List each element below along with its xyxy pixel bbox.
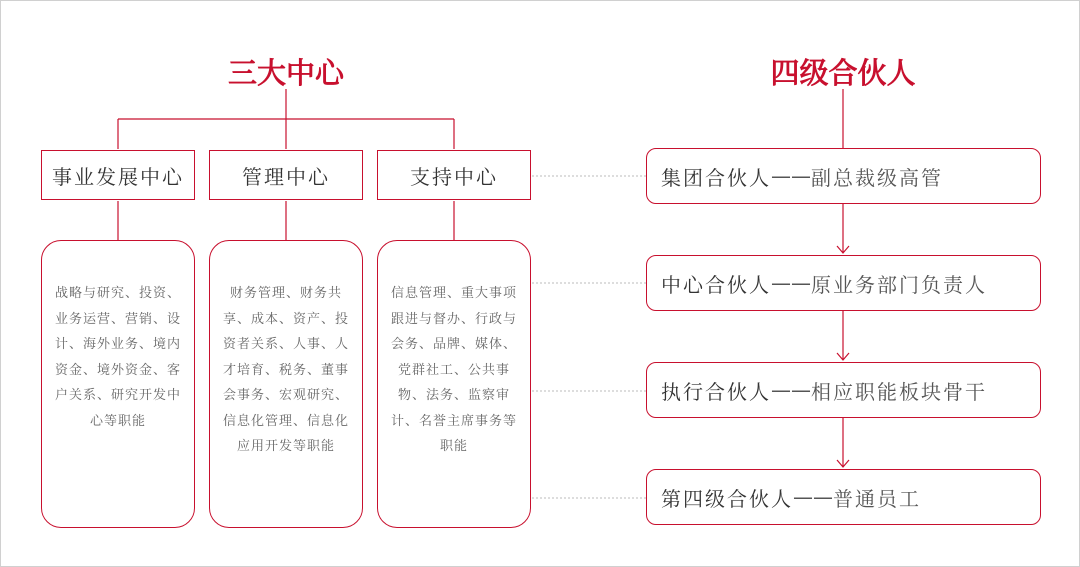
partner-level-description: 原业务部门负责人	[811, 272, 987, 297]
center-box-management: 管理中心	[209, 150, 363, 200]
detail-box-management: 财务管理、财务共享、成本、资产、投资者关系、人事、人才培育、税务、董事会事务、宏观研究、信息化管理、信息化应用开发等职能	[209, 240, 363, 528]
partner-level-description: 普通员工	[833, 486, 921, 511]
partner-level-name: 第四级合伙人	[661, 486, 793, 511]
center-box-support: 支持中心	[377, 150, 531, 200]
partner-level-description: 副总裁级高管	[811, 165, 943, 190]
partner-level-dash: ——	[771, 378, 811, 402]
detail-box-business-development: 战略与研究、投资、业务运营、营销、设计、海外业务、境内资金、境外资金、客户关系、研究开发中心等职能	[41, 240, 195, 528]
four-level-partners-title: 四级合伙人	[770, 56, 916, 90]
partner-level-description: 相应职能板块骨干	[811, 379, 987, 404]
partner-level-name: 集团合伙人	[661, 165, 771, 190]
three-centers-title: 三大中心	[227, 56, 344, 90]
partner-level-3-box	[646, 362, 1041, 418]
partner-level-1-box	[646, 148, 1041, 204]
center-box-business-development: 事业发展中心	[41, 150, 195, 200]
partner-level-name: 中心合伙人	[661, 272, 771, 297]
detail-box-support: 信息管理、重大事项跟进与督办、行政与会务、品牌、媒体、党群社工、公共事物、法务、监察审计、名誉主席事务等职能	[377, 240, 531, 528]
partner-level-dash: ——	[793, 485, 833, 509]
partner-level-dash: ——	[771, 164, 811, 188]
partner-level-2-box	[646, 255, 1041, 311]
partner-level-4-box	[646, 469, 1041, 525]
partner-level-dash: ——	[771, 271, 811, 295]
partner-level-name: 执行合伙人	[661, 379, 771, 404]
